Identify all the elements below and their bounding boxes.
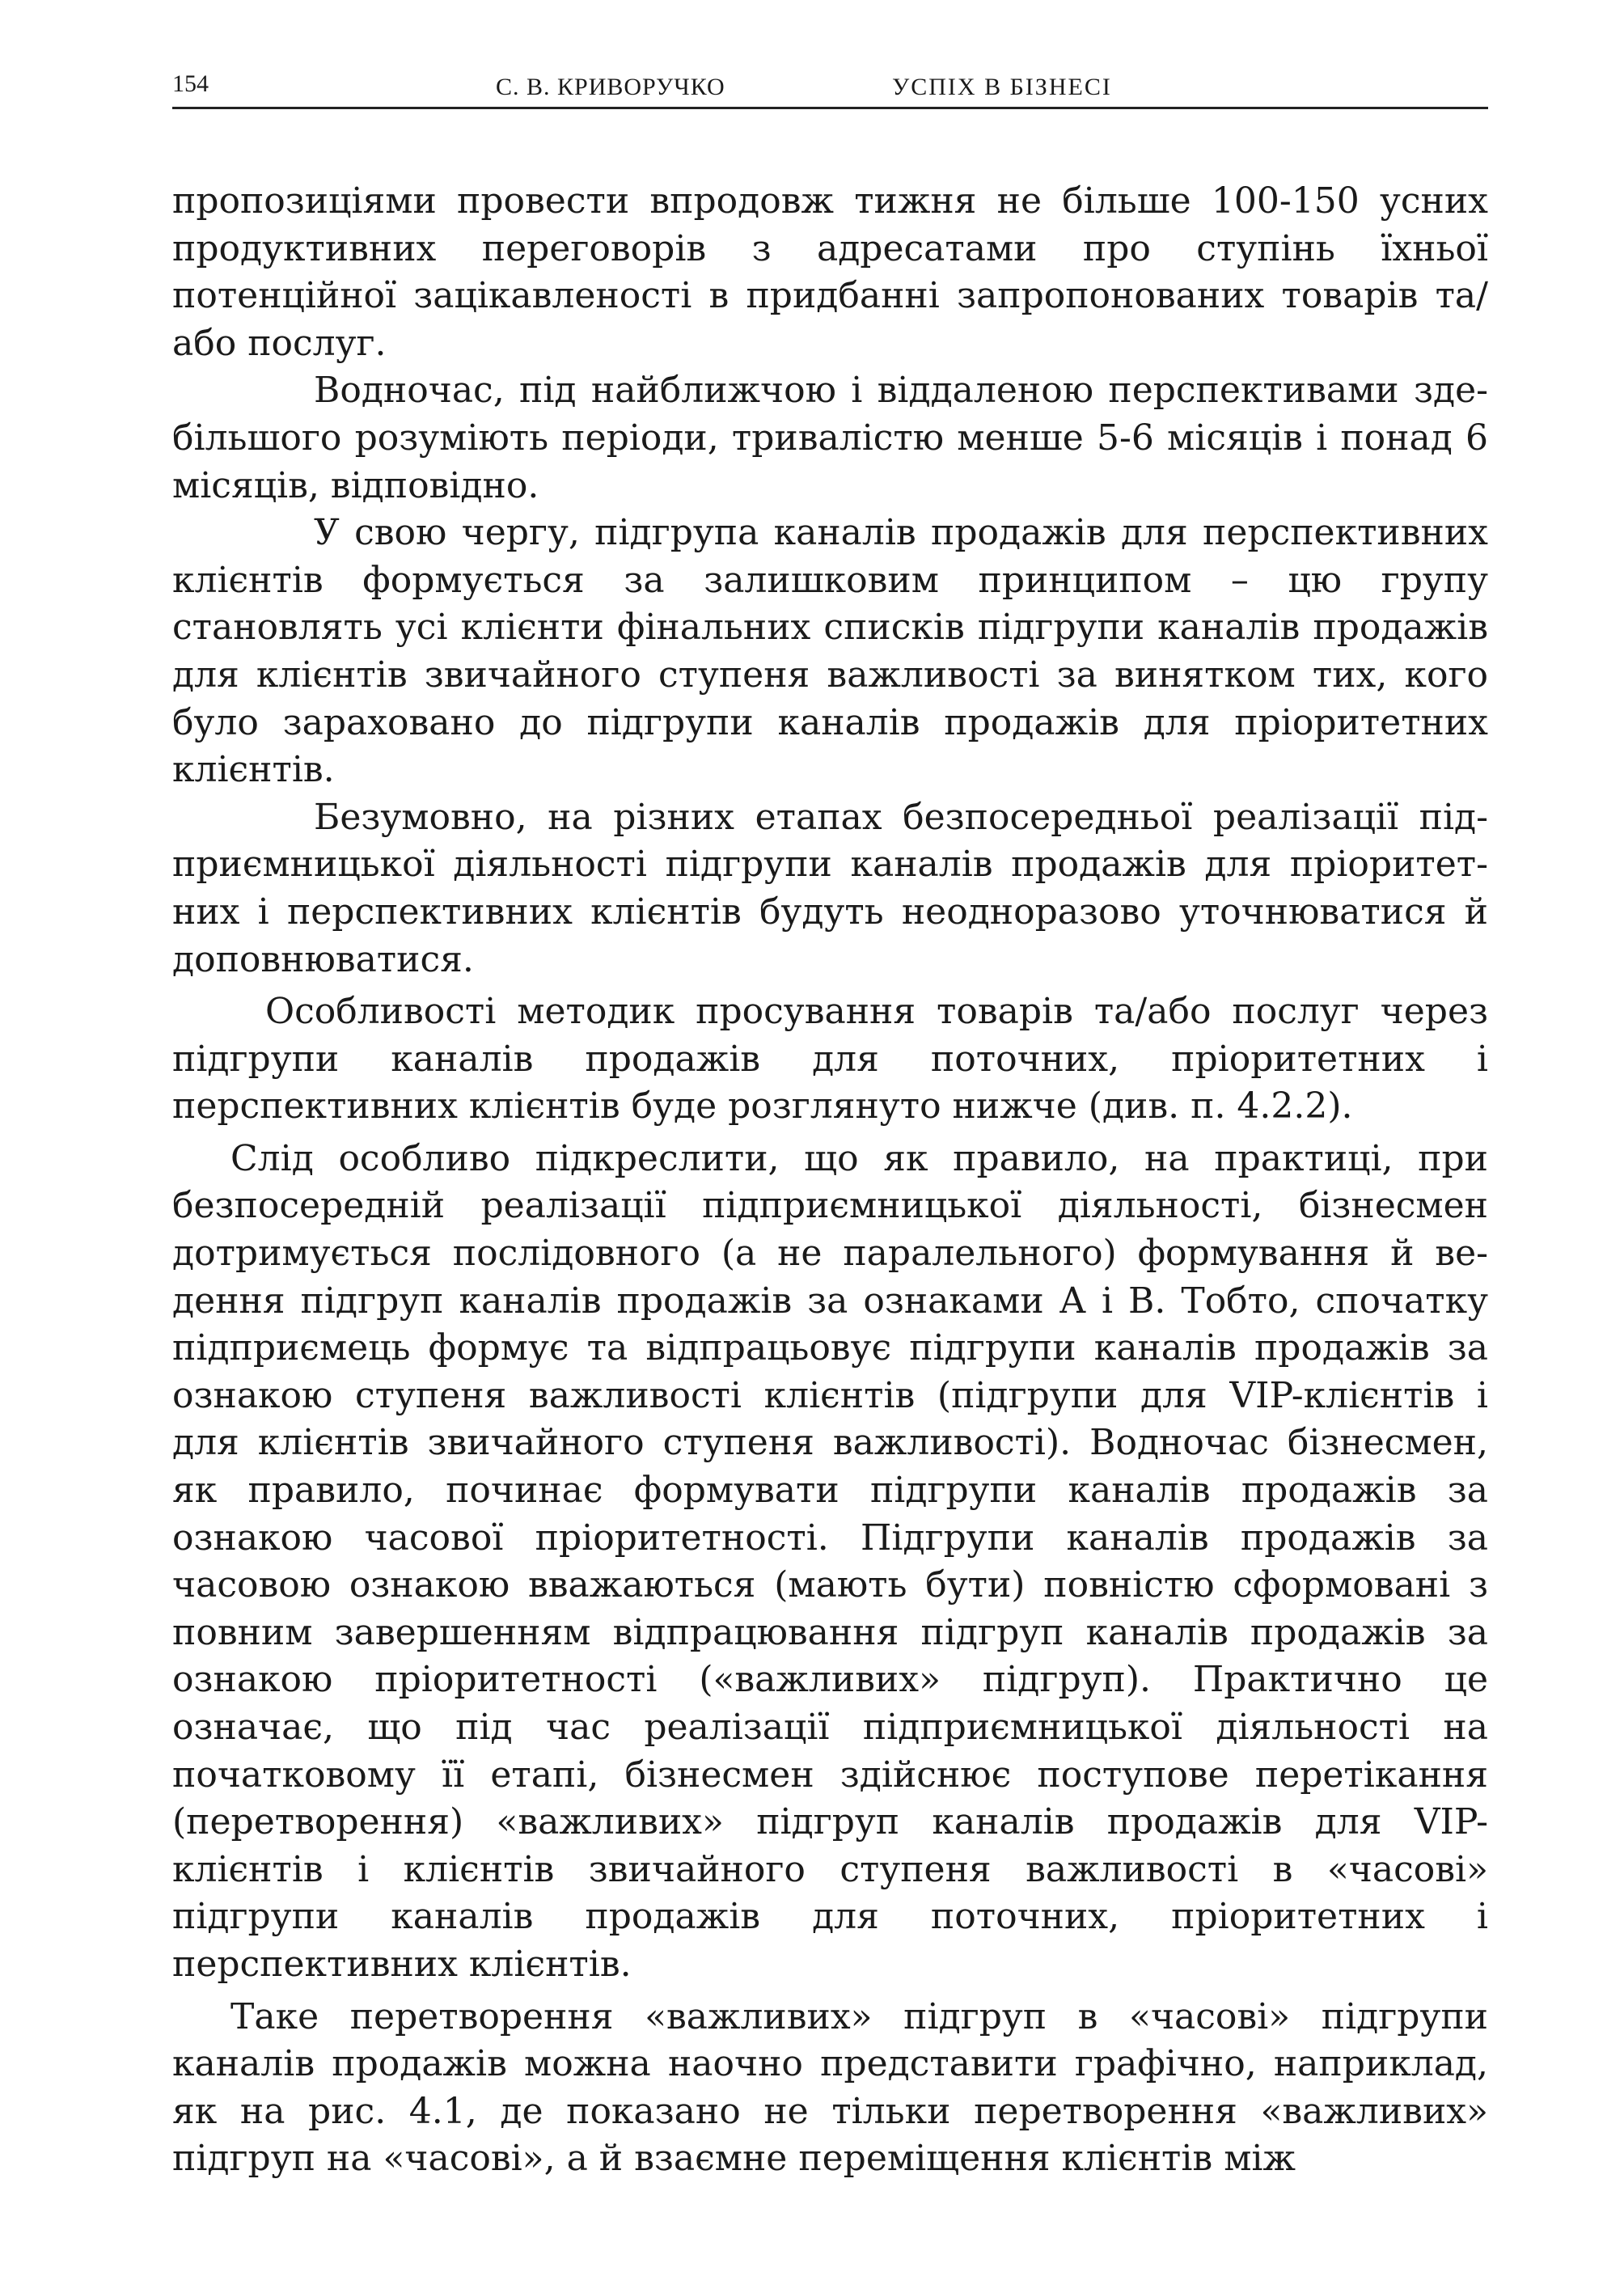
paragraph-7: Таке перетворення «важливих» підгруп в «часові» підгрупи каналів продажів можна наочно представити графічно, наприклад, як на рис. 4.1, де показано не тільки перетворення «важливих» підгруп на «часові», а й взаємне переміщення клієнтів між [172, 1995, 1488, 2180]
paragraph-5: Особливості методик просування товарів та/або послуг через підгрупи каналів продажів для поточних, пріоритетних і перспективних клієнтів буде розглянуто нижче (див. п. 4.2.2). [172, 991, 1488, 1127]
header-book-title: УСПІХ В БІЗНЕСІ [892, 74, 1112, 100]
running-header [172, 68, 1488, 109]
paragraph-3: У свою чергу, підгрупа каналів продажів для перспективних клієнтів формується за залишковим принципом – цю групу становлять усі клієнти фінальних списків підгрупи каналів продажів для клієнтів звичайного ступеня важливості за винятком тих, кого було зараховано до підгрупи каналів продажів для пріоритетних клієнтів. [172, 512, 1488, 791]
paragraph-1: пропозиціями провести впродовж тижня не більше 100-150 усних продуктивних переговорів з адресатами про ступінь їхньої потенційної зацікавленості в придбанні запропонованих товарів та/або послуг. [172, 180, 1488, 364]
paragraph-2: Водночас, під найближчою і віддаленою перспективами здебільшого розуміють періоди, тривалістю менше 5-6 місяців і понад 6 місяців, відповідно. [172, 370, 1488, 506]
paragraph-4: Безумовно, на різних етапах безпосередньої реалізації підприємницької діяльності підгрупи каналів продажів для пріоритетних і перспективних клієнтів будуть неодноразово уточнюватися й доповнюватися. [172, 796, 1488, 980]
paragraph-6: Слід особливо підкреслити, що як правило, на практиці, при безпосередній реалізації підприємницької діяльності, бізнесмен дотримується послідовного (а не паралельного) формування й ведення підгруп каналів продажів за ознаками А і В. Тобто, спочатку підприємець формує та відпрацьовує підгрупи каналів продажів за ознакою ступеня важливості клієнтів (підгрупи для VIP-клієнтів і для клієнтів звичайного ступеня важливості). Водночас бізнесмен, як правило, починає формувати підгрупи каналів продажів за ознакою часової пріоритетності. Підгрупи каналів продажів за часовою ознакою вважаються (мають бути) повністю сформовані з повним завершенням відпрацювання підгруп каналів продажів за ознакою пріоритетності («важливих» підгруп). Практично це означає, що під час реалізації підприємницької діяльності на початковому її етапі, бізнесмен здійснює поступове перетікання (перетворення) «важливих» підгруп каналів продажів для VIP-клієнтів і клієнтів звичайного ступеня важливості в «часові» підгрупи каналів продажів для поточних, пріоритетних і перспективних клієнтів. [172, 1137, 1488, 1985]
page-number: 154 [172, 70, 209, 97]
body-text [172, 178, 1488, 2183]
header-author: С. В. КРИВОРУЧКО [496, 74, 725, 100]
